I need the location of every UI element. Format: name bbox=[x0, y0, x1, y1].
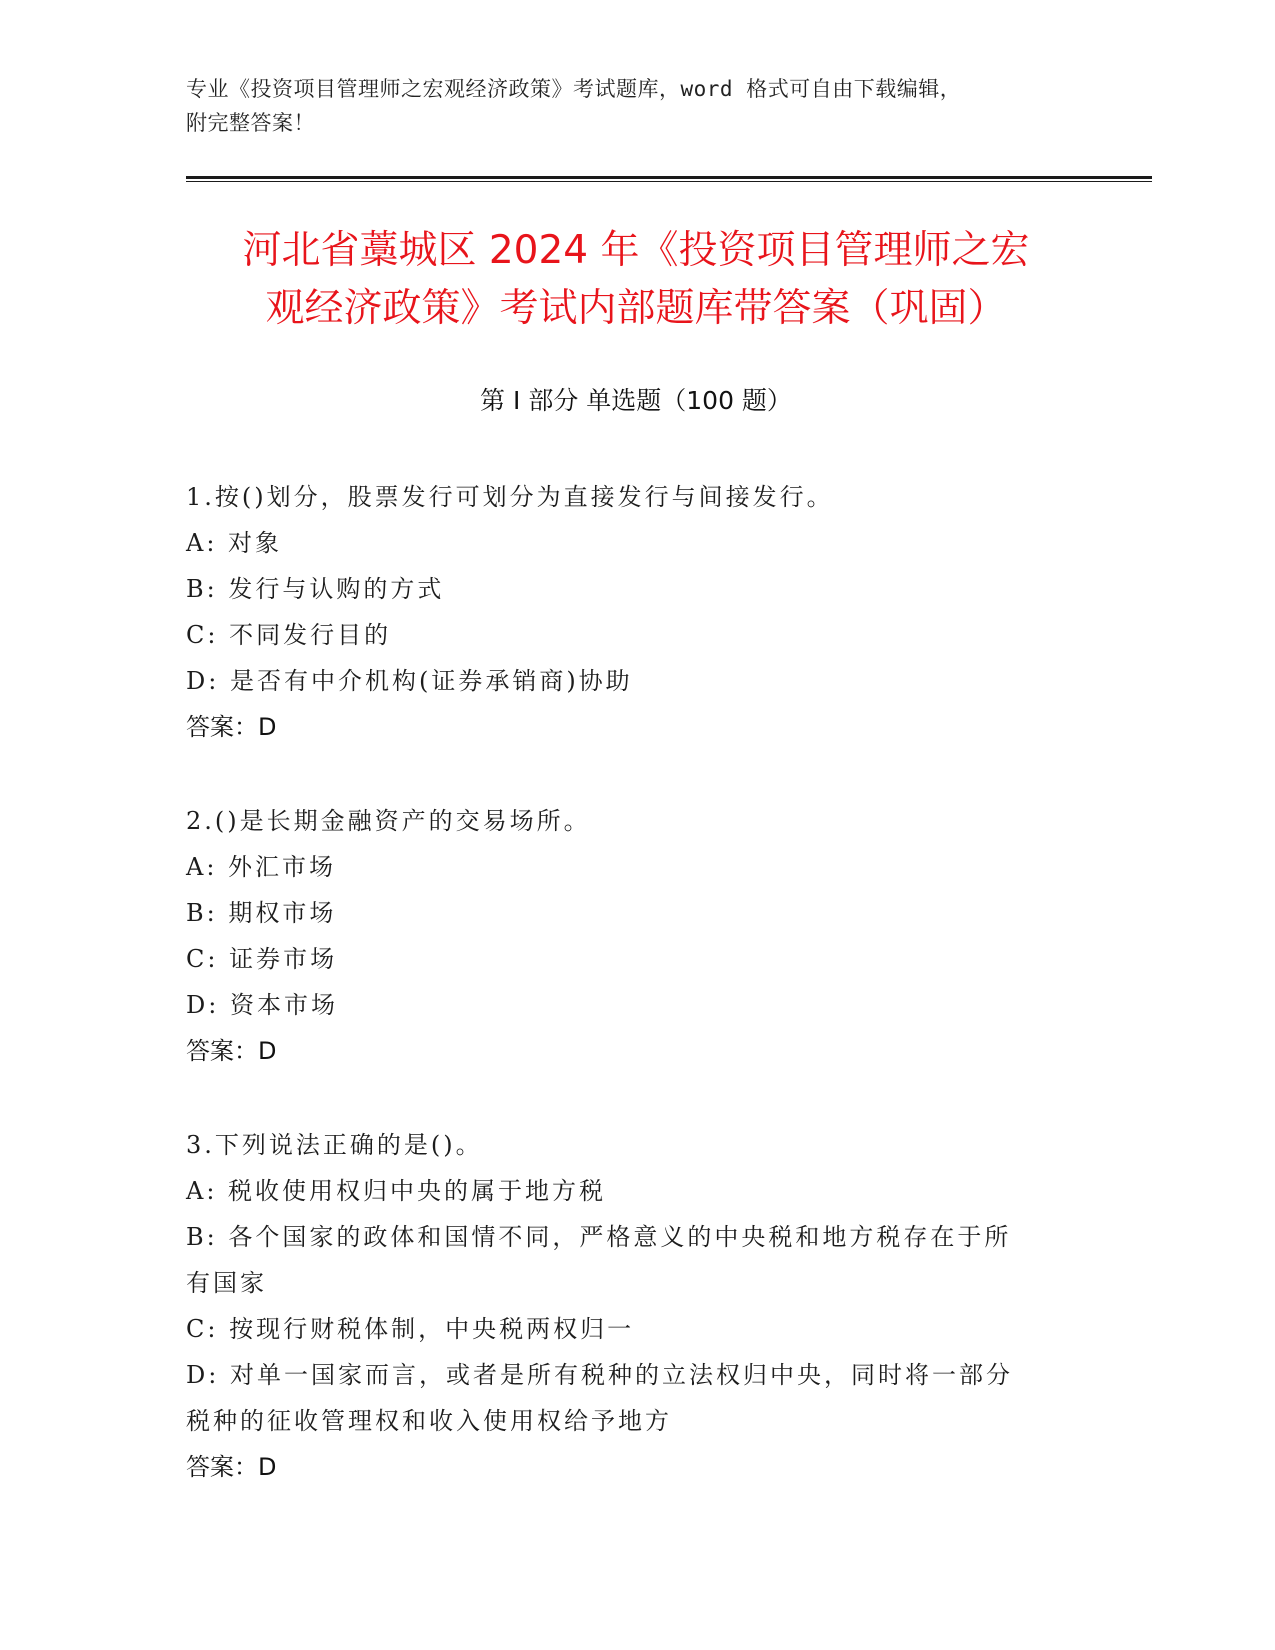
option-d: D: 是否有中介机构(证券承销商)协助 bbox=[186, 667, 633, 695]
option-a: A: 外汇市场 bbox=[186, 853, 337, 881]
answer: 答案：D bbox=[186, 1453, 277, 1481]
document-title-line-1: 河北省藁城区 2024 年《投资项目管理师之宏 bbox=[242, 228, 1030, 273]
question-2 bbox=[186, 798, 1086, 1074]
document-title bbox=[186, 222, 1086, 338]
question-3 bbox=[186, 1122, 1086, 1490]
option-b-continued: 有国家 bbox=[186, 1269, 267, 1297]
header-note-line-2: 附完整答案！ bbox=[186, 111, 315, 135]
header-note-line-1: 专业《投资项目管理师之宏观经济政策》考试题库，word 格式可自由下载编辑， bbox=[186, 77, 962, 101]
option-a: A: 税收使用权归中央的属于地方税 bbox=[186, 1177, 607, 1205]
option-c: C: 证券市场 bbox=[186, 945, 338, 973]
option-c: C: 按现行财税体制，中央税两权归一 bbox=[186, 1315, 635, 1343]
answer: 答案：D bbox=[186, 713, 277, 741]
option-a: A: 对象 bbox=[186, 529, 283, 557]
option-d-continued: 税种的征收管理权和收入使用权给予地方 bbox=[186, 1407, 672, 1435]
header-note bbox=[186, 72, 1086, 140]
option-b: B: 发行与认购的方式 bbox=[186, 575, 445, 603]
question-stem: 3.下列说法正确的是()。 bbox=[186, 1131, 483, 1159]
section-title: 第 I 部分 单选题（100 题） bbox=[480, 386, 792, 415]
question-stem: 1.按()划分，股票发行可划分为直接发行与间接发行。 bbox=[186, 483, 834, 511]
option-d: D: 资本市场 bbox=[186, 991, 338, 1019]
header-rule-thick bbox=[186, 176, 1152, 179]
question-list bbox=[186, 474, 1086, 1490]
question-stem: 2.()是长期金融资产的交易场所。 bbox=[186, 807, 591, 835]
question-1 bbox=[186, 474, 1086, 750]
option-b: B: 各个国家的政体和国情不同，严格意义的中央税和地方税存在于所 bbox=[186, 1223, 1012, 1251]
option-c: C: 不同发行目的 bbox=[186, 621, 392, 649]
answer: 答案：D bbox=[186, 1037, 277, 1065]
document-title-line-2: 观经济政策》考试内部题库带答案（巩固） bbox=[265, 286, 1007, 331]
option-b: B: 期权市场 bbox=[186, 899, 337, 927]
header-rule-thin bbox=[186, 181, 1152, 182]
option-d: D: 对单一国家而言，或者是所有税种的立法权归中央，同时将一部分 bbox=[186, 1361, 1013, 1389]
